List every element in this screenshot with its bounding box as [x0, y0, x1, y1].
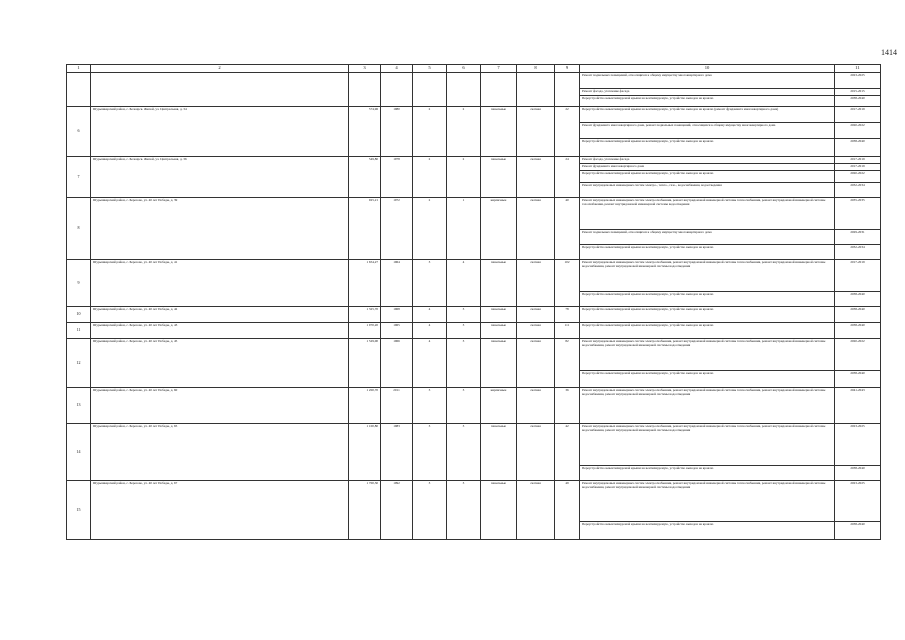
- work-years: 2017-2019: [835, 164, 881, 171]
- wall-material: панельные: [481, 307, 517, 323]
- house-area: 925,21: [349, 198, 381, 260]
- work-years: 2038-2040: [835, 139, 881, 157]
- wall-material: панельные: [481, 339, 517, 388]
- roof-type: скатная: [517, 424, 555, 481]
- row-number: 11: [67, 323, 91, 339]
- empty-cell: [481, 73, 517, 107]
- work-description: Переустройство невентилируемой крыши на вентилируемую, устройство выходов на кровлю: [580, 307, 835, 323]
- floor-count: 3: [413, 388, 447, 424]
- work-description: Ремонт фундамента многоквартирного дома: [580, 164, 835, 171]
- work-description: Ремонт внутридомовых инженерных систем электроснабжения, ремонт внутридомовой инженерной системы теплоснабжения, ремонт внутридомовой инженерной системы водоснабжения, ремонт внутридомовой инженерной системы водоотведения: [580, 260, 835, 292]
- work-years: 2032-2034: [835, 183, 881, 198]
- house-area: 1 200,70: [349, 388, 381, 424]
- resident-count: 42: [555, 424, 580, 481]
- table-row: [67, 157, 881, 164]
- entrance-count: 2: [447, 157, 481, 198]
- house-address: Шурышкарский район, с. Березово, ул. 40 лет Победы, д. 42: [91, 307, 349, 323]
- work-description: Переустройство невентилируемой крыши на вентилируемую, устройство выходов на кровлю: [580, 245, 835, 260]
- empty-cell: [555, 73, 580, 107]
- empty-cell: [349, 73, 381, 107]
- build-year: 1965: [381, 323, 413, 339]
- entrance-count: 3: [447, 388, 481, 424]
- house-address: Шурышкарский район, с. Березово, ул. 40 лет Победы, д. 45: [91, 339, 349, 388]
- floor-count: 4: [413, 339, 447, 388]
- roof-type: скатная: [517, 323, 555, 339]
- table-row: [67, 388, 881, 424]
- column-number: 7: [481, 65, 517, 73]
- row-number: 15: [67, 481, 91, 540]
- work-years: 2038-2040: [835, 96, 881, 107]
- house-area: 1 700,30: [349, 481, 381, 540]
- row-number: 6: [67, 107, 91, 157]
- house-area: 549,80: [349, 157, 381, 198]
- empty-cell: [447, 73, 481, 107]
- work-years: 2017-2019: [835, 107, 881, 123]
- empty-cell: [413, 73, 447, 107]
- entrance-count: 4: [447, 260, 481, 307]
- work-description: Переустройство невентилируемой крыши на вентилируемую, устройство выходов на кровлю: [580, 323, 835, 339]
- entrance-count: 3: [447, 307, 481, 323]
- entrance-count: 1: [447, 198, 481, 260]
- wall-material: панельные: [481, 481, 517, 540]
- work-description: Переустройство невентилируемой крыши на вентилируемую, устройство выходов на кровлю: [580, 522, 835, 540]
- column-number-row: [67, 65, 881, 73]
- house-address: Шурышкарский район, с. Березово, ул. 40 лет Победы, д. 67: [91, 481, 349, 540]
- build-year: 1964: [381, 260, 413, 307]
- table-row: [67, 307, 881, 323]
- house-area: 1 654,27: [349, 260, 381, 307]
- roof-type: скатная: [517, 157, 555, 198]
- house-address: Шурышкарский район, с. Белоярск. Жилой, ул. Центральная, д. 36: [91, 157, 349, 198]
- table-row: [67, 198, 881, 230]
- work-description: Ремонт внутридомовых инженерных систем электроснабжения, ремонт внутридомовой инженерной системы теплоснабжения, ремонт внутридомовой инженерной системы газоснабжения, ремонт внутридомовой инженерной системы водоотведения: [580, 198, 835, 230]
- work-years: 2038-2040: [835, 522, 881, 540]
- roof-type: скатная: [517, 260, 555, 307]
- resident-count: 40: [555, 198, 580, 260]
- work-years: 2038-2040: [835, 307, 881, 323]
- work-description: Ремонт фасада, утепление фасада: [580, 89, 835, 96]
- row-number: 12: [67, 339, 91, 388]
- work-description: Ремонт внутридомовых инженерных систем электроснабжения, ремонт внутридомовой инженерной системы теплоснабжения, ремонт внутридомовой инженерной системы водоснабжения, ремонт внутридомовой инженерной системы водоотведения: [580, 339, 835, 371]
- work-description: Ремонт внутридомовых инженерных систем электроснабжения, ремонт внутридомовой инженерной системы теплоснабжения, ремонт внутридомовой инженерной системы водоснабжения, ремонт внутридомовой инженерной системы водоотведения: [580, 424, 835, 466]
- work-description: Переустройство невентилируемой крыши на вентилируемую, устройство выходов на кровлю: [580, 171, 835, 183]
- work-description: Переустройство невентилируемой крыши на вентилируемую, устройство выходов на кровлю: [580, 139, 835, 157]
- work-years: 2023-2025: [835, 481, 881, 522]
- table-row: [67, 260, 881, 292]
- resident-count: 102: [555, 260, 580, 307]
- work-years: 2017-2019: [835, 260, 881, 292]
- build-year: 2011: [381, 388, 413, 424]
- build-year: 1992: [381, 481, 413, 540]
- resident-count: 111: [555, 323, 580, 339]
- build-year: 1968: [381, 307, 413, 323]
- floor-count: 2: [413, 157, 447, 198]
- row-number: 9: [67, 260, 91, 307]
- column-number: 6: [447, 65, 481, 73]
- work-years: 2038-2040: [835, 323, 881, 339]
- table-row: [67, 424, 881, 466]
- work-description: Ремонт фасада, утепление фасада: [580, 157, 835, 164]
- build-year: 1966: [381, 339, 413, 388]
- work-description: Ремонт подвальных помещений, относящихся к общему имуществу многоквартирного дома: [580, 230, 835, 245]
- table-row: [67, 481, 881, 522]
- build-year: 1980: [381, 107, 413, 157]
- work-description: Переустройство невентилируемой крыши на вентилируемую, устройство выходов на кровлю: [580, 96, 835, 107]
- resident-count: 24: [555, 157, 580, 198]
- table-row: [67, 323, 881, 339]
- floor-count: 4: [413, 323, 447, 339]
- wall-material: панельные: [481, 323, 517, 339]
- roof-type: скатная: [517, 107, 555, 157]
- wall-material: панельные: [481, 260, 517, 307]
- page-number: 1414: [881, 48, 897, 57]
- work-description: Переустройство невентилируемой крыши на вентилируемую, устройство выходов на кровлю: [580, 466, 835, 481]
- empty-cell: [91, 73, 349, 107]
- work-years: 2038-2040: [835, 292, 881, 307]
- empty-cell: [67, 73, 91, 107]
- row-number: 13: [67, 388, 91, 424]
- row-number: 7: [67, 157, 91, 198]
- table-row: [67, 107, 881, 123]
- row-number: 10: [67, 307, 91, 323]
- entrance-count: 2: [447, 107, 481, 157]
- floor-count: 3: [413, 260, 447, 307]
- column-number: 9: [555, 65, 580, 73]
- resident-count: 36: [555, 388, 580, 424]
- build-year: 1978: [381, 157, 413, 198]
- work-years: 2035-2035: [835, 198, 881, 230]
- house-address: Шурышкарский район, с. Березово, ул. 40 лет Победы, д. 43: [91, 323, 349, 339]
- work-description: Ремонт фундамента многоквартирного дома, ремонт подвальных помещений, относящихся к общему имуществу многоквартирного дома: [580, 123, 835, 139]
- entrance-count: 3: [447, 323, 481, 339]
- work-years: 2041-2043: [835, 388, 881, 424]
- floor-count: 2: [413, 198, 447, 260]
- work-years: 2023-2025: [835, 73, 881, 89]
- work-years: 2032-2034: [835, 245, 881, 260]
- work-description: Ремонт внутридомовых инженерных систем электро-, тепло-, газо-, водоснабжения, водоотведения: [580, 183, 835, 198]
- housing-register-table: [66, 64, 881, 540]
- roof-type: скатная: [517, 388, 555, 424]
- work-description: Ремонт внутридомовых инженерных систем электроснабжения, ремонт внутридомовой инженерной системы теплоснабжения, ремонт внутридомовой инженерной системы водоснабжения, ремонт внутридомовой инженерной системы водоотведения: [580, 388, 835, 424]
- floor-count: 2: [413, 107, 447, 157]
- column-number: 3: [349, 65, 381, 73]
- work-years: 2020-2022: [835, 339, 881, 371]
- work-years: 2015-2015: [835, 89, 881, 96]
- resident-count: 22: [555, 107, 580, 157]
- wall-material: панельные: [481, 107, 517, 157]
- work-years: 2023-2025: [835, 424, 881, 466]
- column-number: 4: [381, 65, 413, 73]
- house-area: 1 325,70: [349, 307, 381, 323]
- row-number: 8: [67, 198, 91, 260]
- table-body: [67, 65, 881, 540]
- work-years: 2020-2022: [835, 171, 881, 183]
- entrance-count: 3: [447, 424, 481, 481]
- roof-type: скатная: [517, 307, 555, 323]
- work-years: 2038-2040: [835, 371, 881, 388]
- work-description: Ремонт подвальных помещений, относящихся к общему имуществу многоквартирного дома: [580, 73, 835, 89]
- table-row: [67, 339, 881, 371]
- house-address: Шурышкарский район, с. Березово, ул. 40 лет Победы, д. 60: [91, 388, 349, 424]
- roof-type: скатная: [517, 481, 555, 540]
- work-years: 2020-2022: [835, 123, 881, 139]
- floor-count: 3: [413, 424, 447, 481]
- roof-type: скатная: [517, 198, 555, 260]
- floor-count: 3: [413, 481, 447, 540]
- house-area: 1 100,80: [349, 424, 381, 481]
- roof-type: скатная: [517, 339, 555, 388]
- table-row: [67, 73, 881, 89]
- floor-count: 4: [413, 307, 447, 323]
- column-number: 8: [517, 65, 555, 73]
- empty-cell: [381, 73, 413, 107]
- work-description: Переустройство невентилируемой крыши на вентилируемую, устройство выходов на кровлю: [580, 371, 835, 388]
- work-years: 2029-2031: [835, 230, 881, 245]
- house-address: Шурышкарский район, с. Березово, ул. 40 лет Победы, д. 65: [91, 424, 349, 481]
- wall-material: панельные: [481, 157, 517, 198]
- house-address: Шурышкарский район, с. Березово, ул. 40 лет Победы, д. 41: [91, 260, 349, 307]
- wall-material: кирпичные: [481, 198, 517, 260]
- work-years: 2038-2040: [835, 466, 881, 481]
- column-number: 2: [91, 65, 349, 73]
- work-description: Ремонт внутридомовых инженерных систем электроснабжения, ремонт внутридомовой инженерной системы теплоснабжения, ремонт внутридомовой инженерной системы водоснабжения, ремонт внутридомовой инженерной системы водоотведения: [580, 481, 835, 522]
- build-year: 1983: [381, 424, 413, 481]
- column-number: 11: [835, 65, 881, 73]
- wall-material: панельные: [481, 424, 517, 481]
- work-years: 2017-2019: [835, 157, 881, 164]
- entrance-count: 3: [447, 481, 481, 540]
- wall-material: кирпичные: [481, 388, 517, 424]
- house-address: Шурышкарский район, с. Березово, ул. 40 лет Победы, д. 39: [91, 198, 349, 260]
- resident-count: 49: [555, 481, 580, 540]
- house-area: 574,96: [349, 107, 381, 157]
- work-description: Переустройство невентилируемой крыши на вентилируемую, устройство выходов на кровлю: [580, 292, 835, 307]
- row-number: 14: [67, 424, 91, 481]
- work-description: Переустройство невентилируемой крыши на вентилируемую, устройство выходов на кровлю (ремонт фундамента многоквартирного дома): [580, 107, 835, 123]
- entrance-count: 3: [447, 339, 481, 388]
- column-number: 1: [67, 65, 91, 73]
- resident-count: 78: [555, 307, 580, 323]
- column-number: 5: [413, 65, 447, 73]
- resident-count: 82: [555, 339, 580, 388]
- build-year: 1972: [381, 198, 413, 260]
- house-area: 1 529,00: [349, 339, 381, 388]
- house-address: Шурышкарский район, с. Белоярск. Жилой, ул. Центральная, д. 34: [91, 107, 349, 157]
- column-number: 10: [580, 65, 835, 73]
- house-area: 1 970,20: [349, 323, 381, 339]
- empty-cell: [517, 73, 555, 107]
